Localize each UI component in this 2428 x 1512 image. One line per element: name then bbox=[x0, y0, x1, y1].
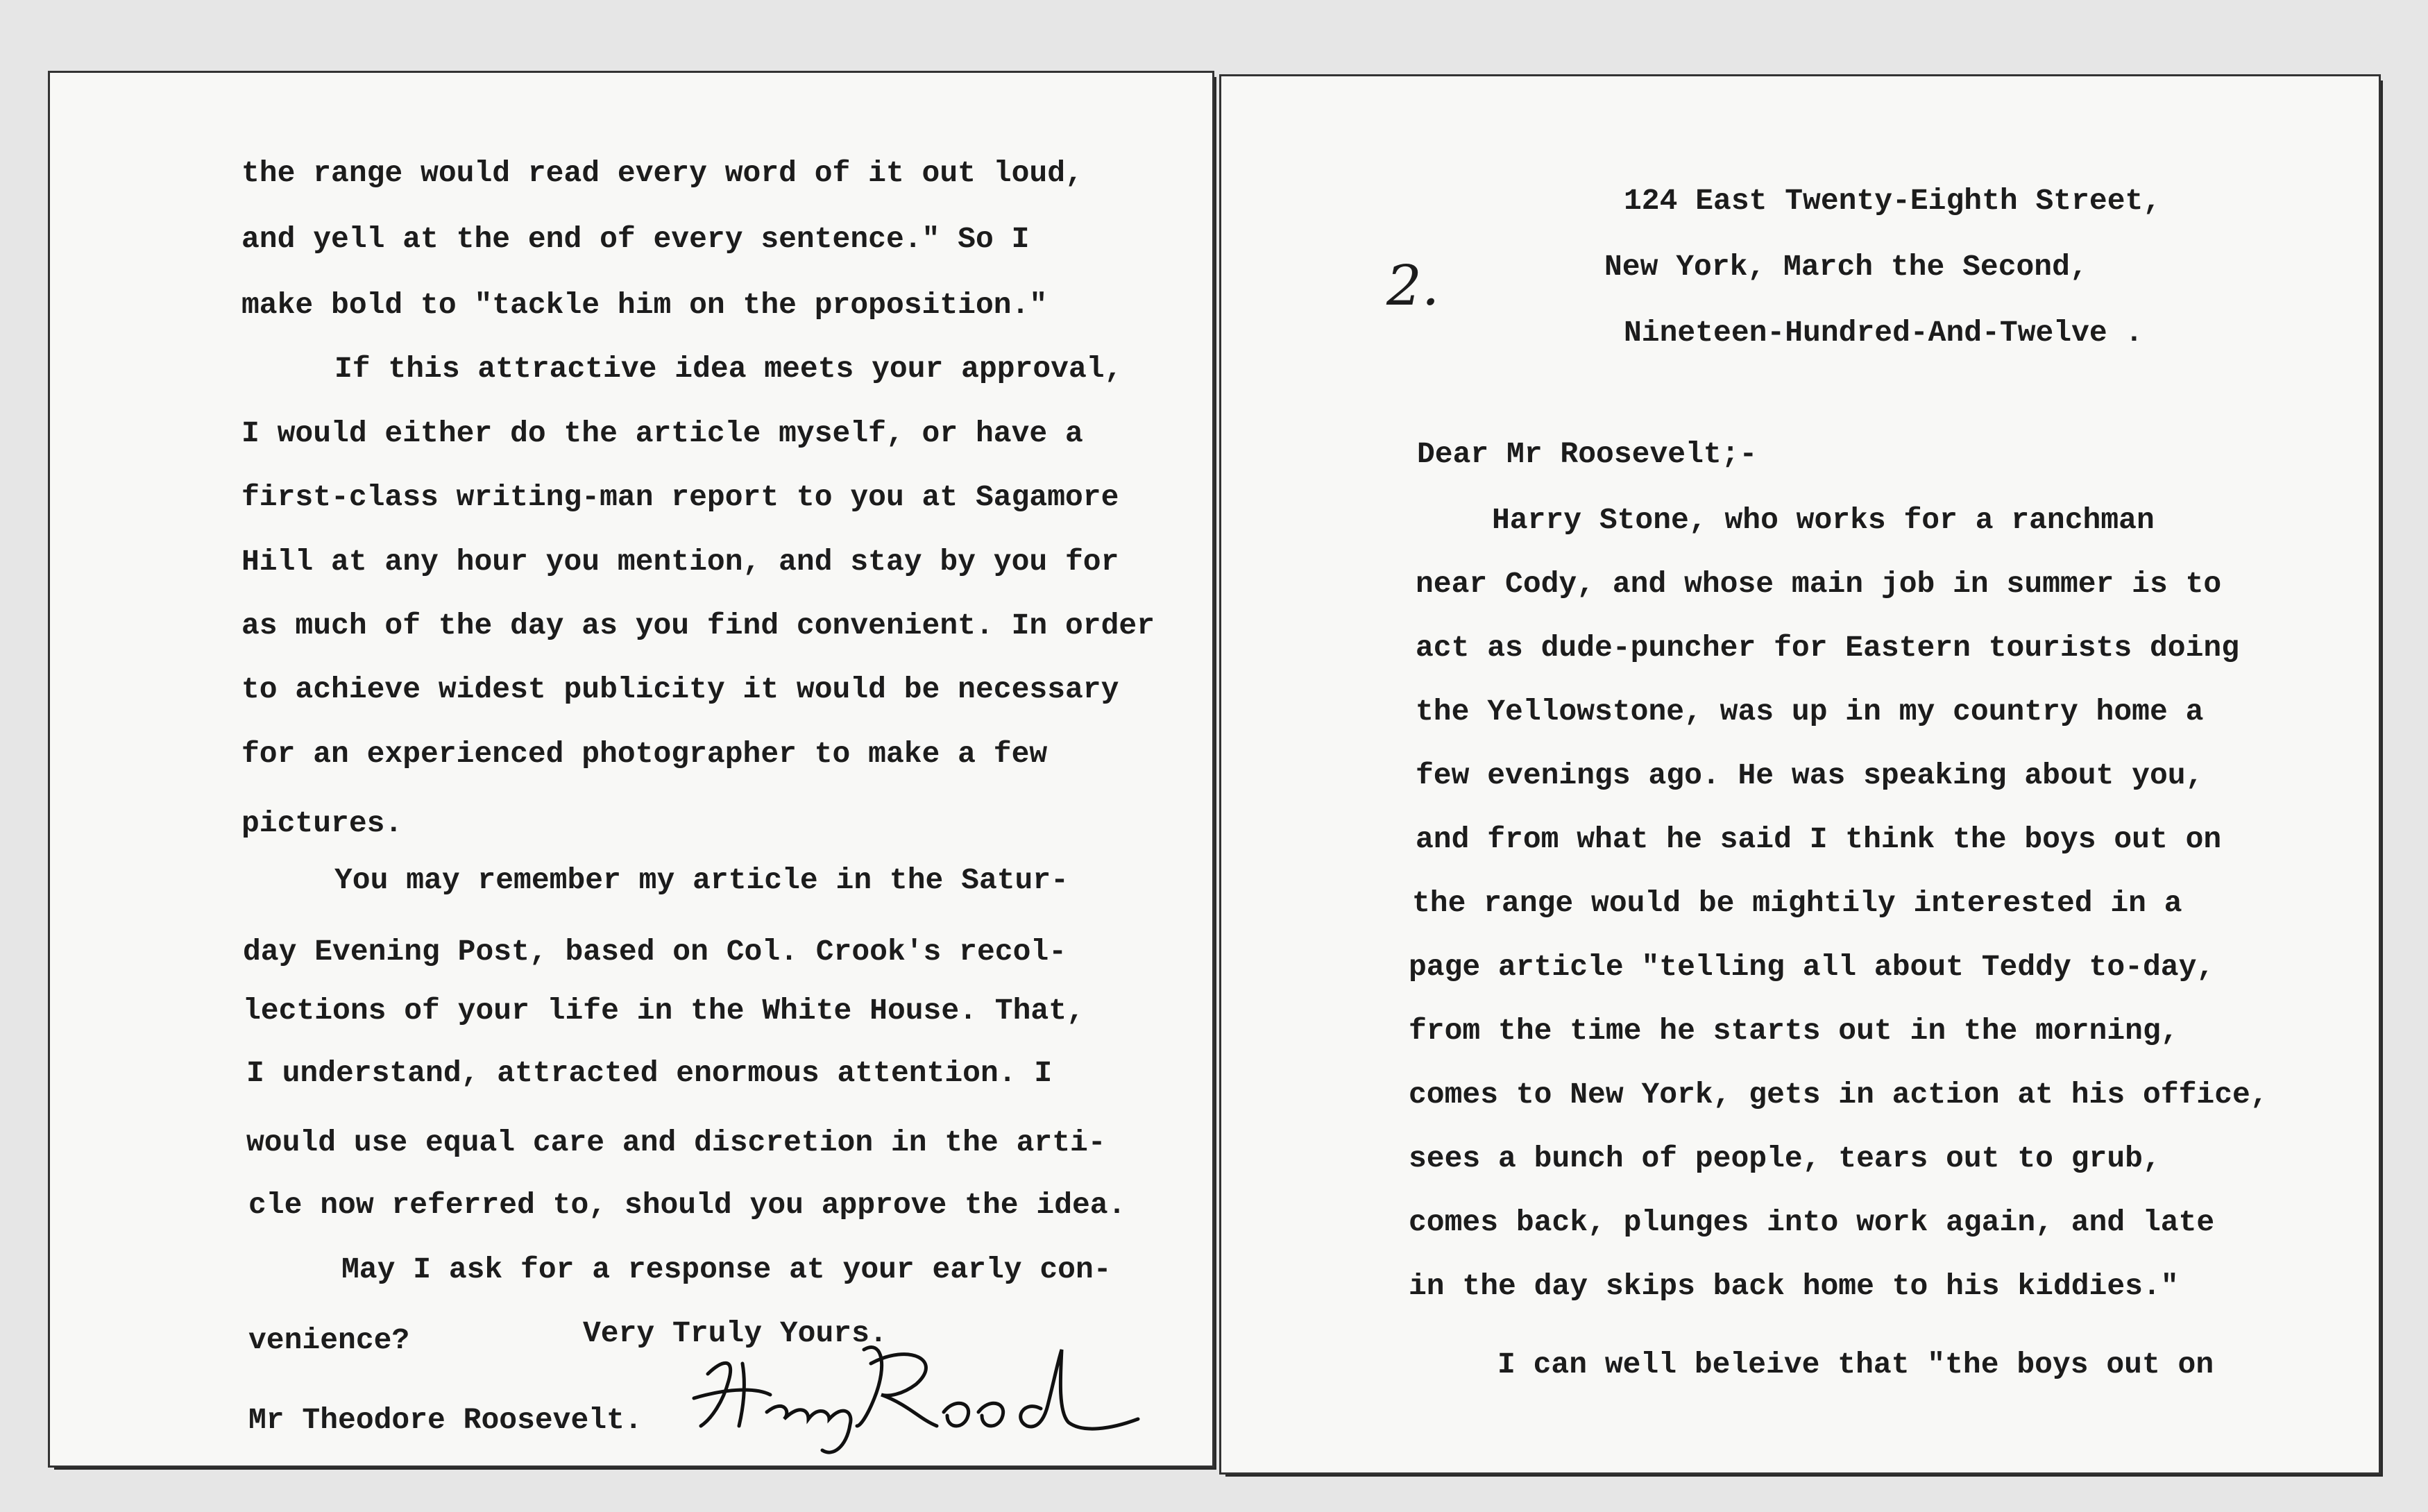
body-line: as much of the day as you find convenient. In order bbox=[241, 609, 1155, 643]
body-line: the Yellowstone, was up in my country home a bbox=[1416, 695, 2204, 729]
salutation: Dear Mr Roosevelt;- bbox=[1417, 437, 1758, 471]
body-line: in the day skips back home to his kiddies." bbox=[1409, 1269, 2179, 1303]
body-line: for an experienced photographer to make a few bbox=[241, 737, 1048, 771]
body-line: Harry Stone, who works for a ranchman bbox=[1492, 503, 2155, 537]
address-line: Nineteen-Hundred-And-Twelve . bbox=[1624, 316, 2143, 350]
body-line: May I ask for a response at your early con- bbox=[341, 1252, 1112, 1286]
addressee: Mr Theodore Roosevelt. bbox=[248, 1403, 643, 1437]
body-line: If this attractive idea meets your approval, bbox=[334, 352, 1123, 386]
body-line: act as dude-puncher for Eastern tourists doing bbox=[1416, 631, 2239, 665]
signature bbox=[680, 1322, 1152, 1461]
body-line: comes to New York, gets in action at his office, bbox=[1409, 1078, 2268, 1112]
body-line: page article "telling all about Teddy to-day, bbox=[1409, 950, 2215, 984]
body-line: would use equal care and discretion in the arti- bbox=[246, 1125, 1106, 1160]
body-line: lections of your life in the White House. That, bbox=[243, 994, 1085, 1028]
address-line: New York, March the Second, bbox=[1604, 250, 2088, 284]
body-line: and from what he said I think the boys out on bbox=[1416, 822, 2222, 856]
body-line: first-class writing-man report to you at Sagamore bbox=[241, 480, 1119, 514]
closing: Very Truly Yours. bbox=[583, 1316, 888, 1350]
body-line: make bold to "tackle him on the proposition." bbox=[241, 288, 1048, 322]
body-line: few evenings ago. He was speaking about you, bbox=[1416, 758, 2204, 792]
body-line: sees a bunch of people, tears out to grub, bbox=[1409, 1141, 2161, 1175]
address-line: 124 East Twenty-Eighth Street, bbox=[1624, 184, 2162, 218]
body-line: comes back, plunges into work again, and late bbox=[1409, 1205, 2215, 1239]
body-line: and yell at the end of every sentence." So I bbox=[241, 222, 1030, 256]
body-line: I can well beleive that "the boys out on bbox=[1497, 1348, 2214, 1382]
page-number: 2. bbox=[1386, 253, 1440, 318]
body-line: cle now referred to, should you approve the idea. bbox=[248, 1188, 1126, 1222]
body-line: You may remember my article in the Satur- bbox=[334, 863, 1069, 897]
body-line: pictures. bbox=[241, 806, 403, 840]
body-line: venience? bbox=[248, 1323, 410, 1357]
body-line: Hill at any hour you mention, and stay by you for bbox=[241, 545, 1119, 579]
body-line: from the time he starts out in the morning, bbox=[1409, 1014, 2179, 1048]
body-line: I understand, attracted enormous attention. I bbox=[246, 1056, 1053, 1090]
body-line: near Cody, and whose main job in summer is to bbox=[1416, 567, 2222, 601]
body-line: I would either do the article myself, or have a bbox=[241, 416, 1083, 450]
body-line: the range would read every word of it out loud, bbox=[241, 156, 1083, 190]
body-line: the range would be mightily interested in a bbox=[1412, 886, 2182, 920]
body-line: day Evening Post, based on Col. Crook's recol- bbox=[243, 935, 1067, 969]
body-line: to achieve widest publicity it would be necessary bbox=[241, 672, 1119, 706]
